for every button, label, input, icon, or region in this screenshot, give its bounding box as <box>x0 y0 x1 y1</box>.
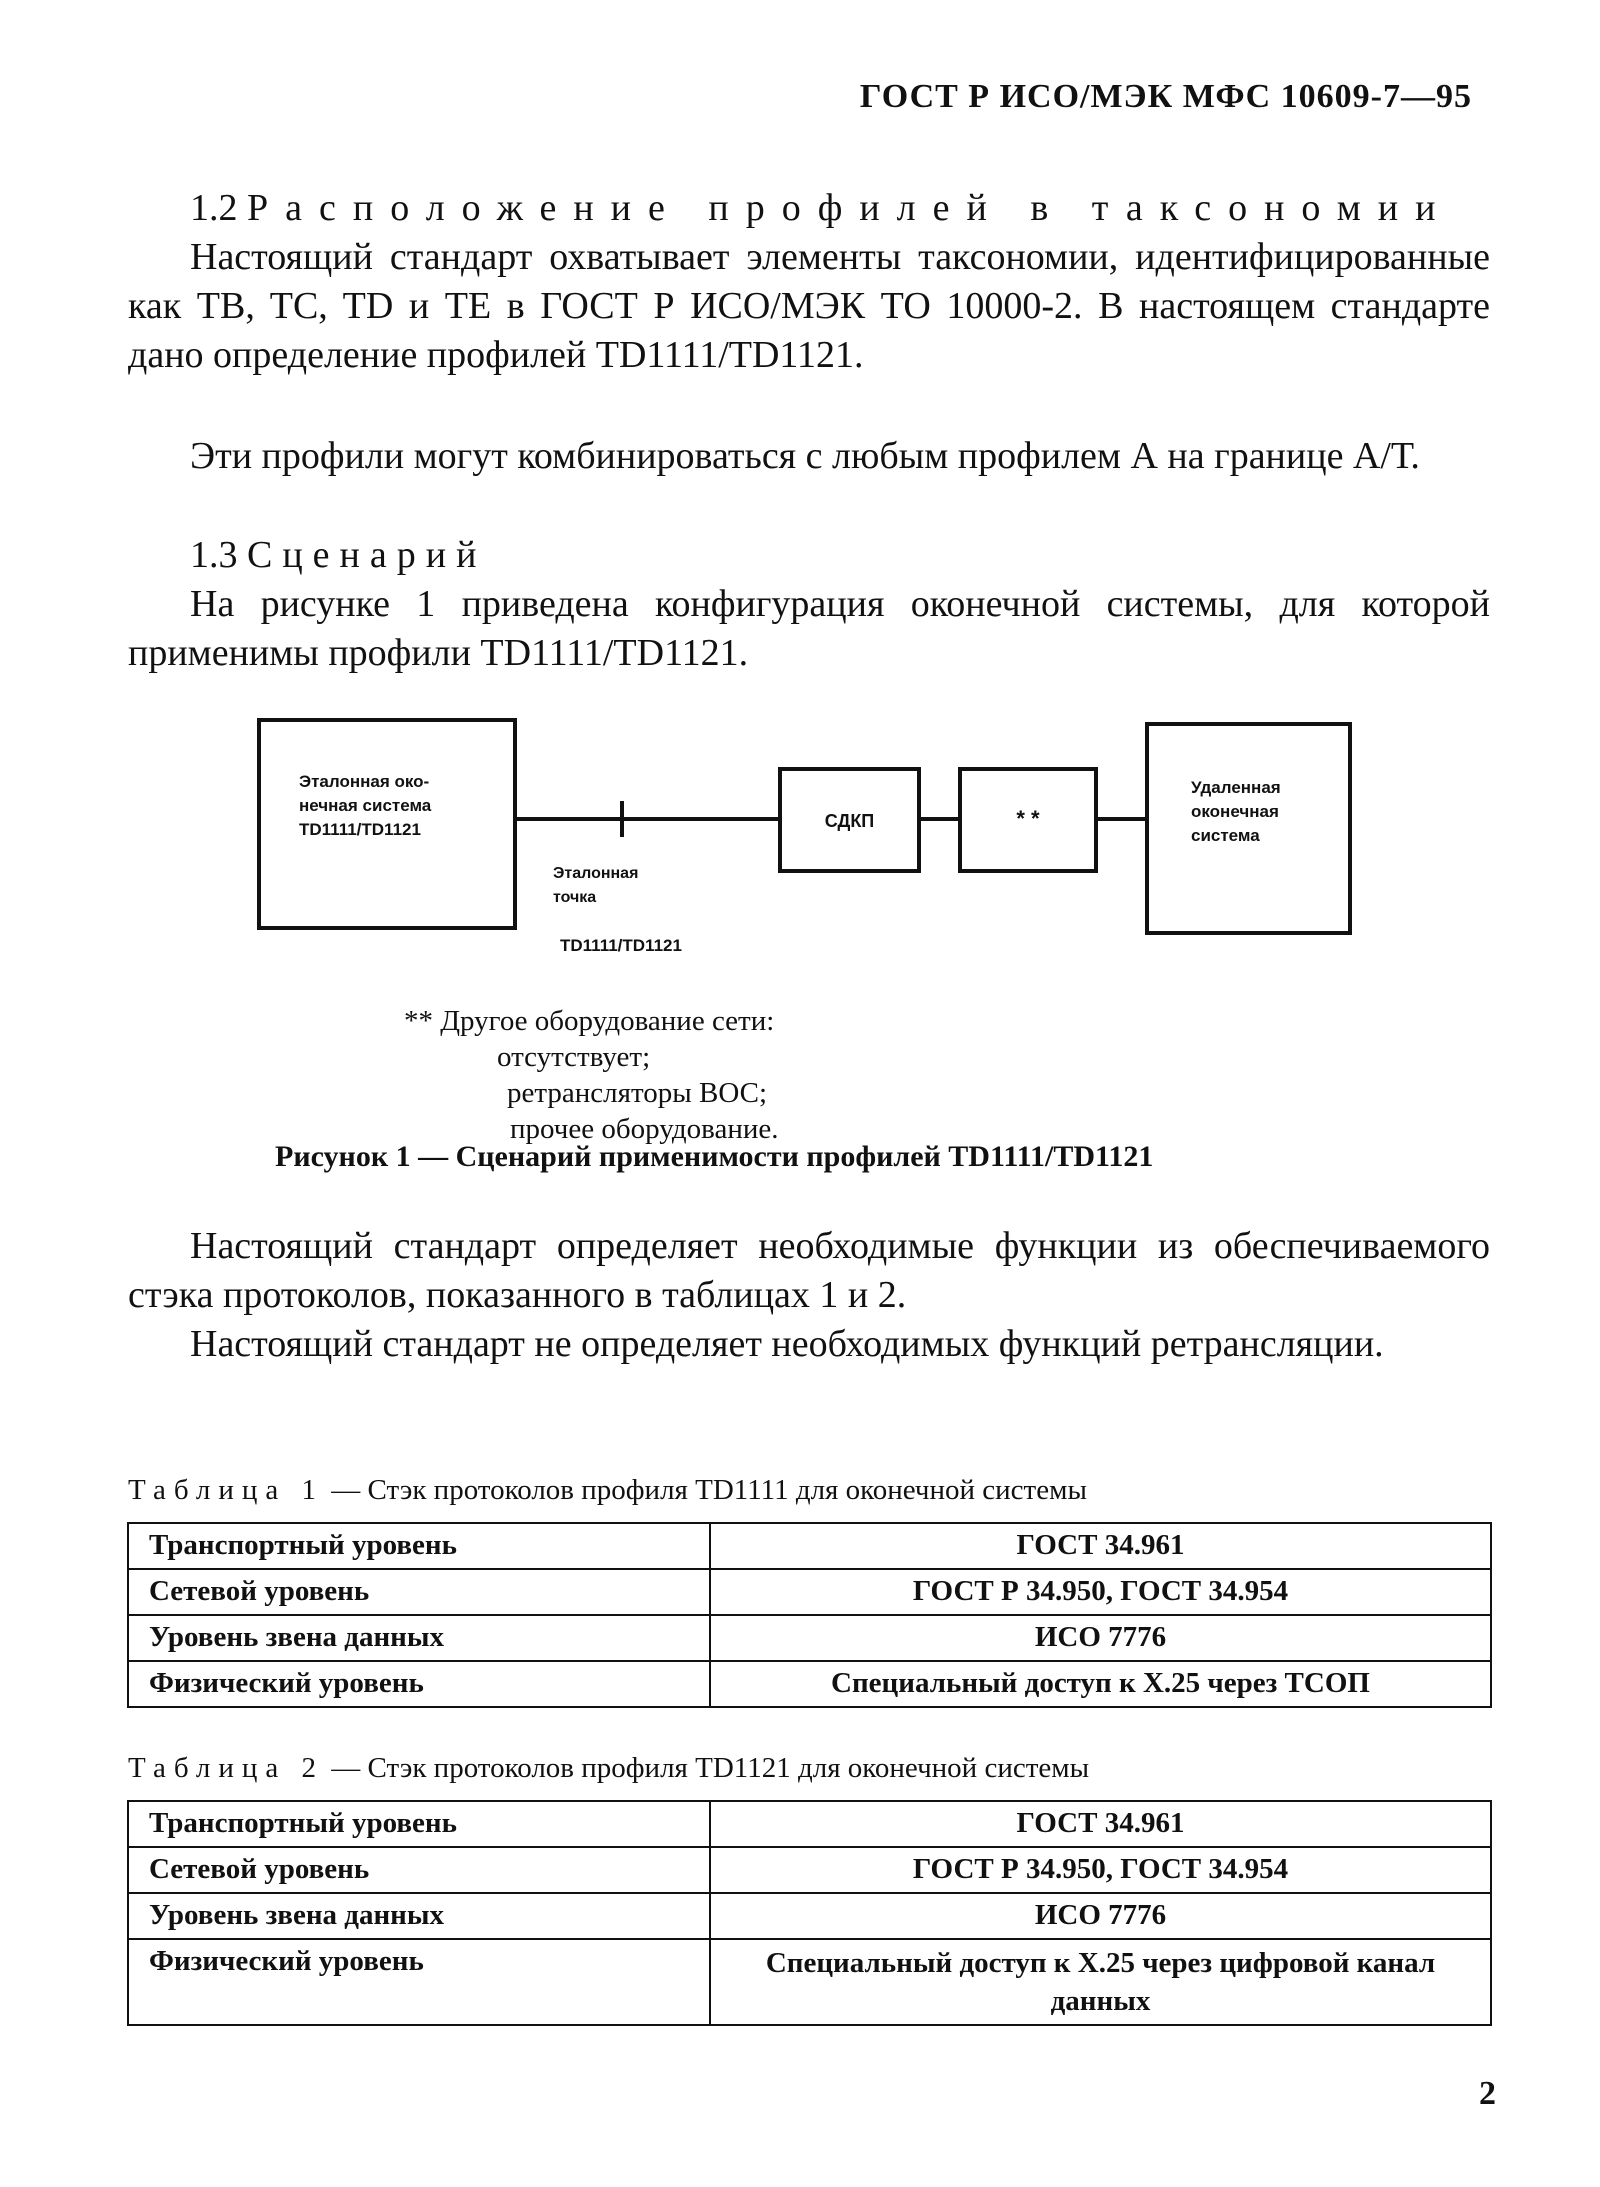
table-row <box>128 1939 1491 2025</box>
other-equipment-box <box>958 767 1098 873</box>
section-1-3-number: 1.3 <box>190 534 238 576</box>
document-header: ГОСТ Р ИСО/МЭК МФС 10609-7—95 <box>859 78 1472 115</box>
table-cell-layer: Уровень звена данных <box>128 1893 710 1939</box>
table-row <box>128 1847 1491 1893</box>
section-1-2-number: 1.2 <box>190 187 238 229</box>
reference-end-system-line3: TD1111/TD1121 <box>299 820 421 839</box>
table-2-caption-prefix: Таблица 2 <box>128 1752 325 1784</box>
reference-point-profile: TD1111/TD1121 <box>560 936 682 955</box>
reference-point-label <box>553 862 638 910</box>
table-cell-standard: ГОСТ Р 34.950, ГОСТ 34.954 <box>710 1569 1491 1615</box>
table-2-caption-text: — Стэк протоколов профиля TD1121 для оконечной системы <box>324 1752 1090 1784</box>
figure-note-item-2: ретрансляторы ВОС; <box>507 1077 768 1109</box>
section-1-3-body: На рисунке 1 приведена конфигурация оконечной системы, для которой применимы профили TD1111/TD1121. <box>128 583 1490 674</box>
table-2 <box>127 1800 1492 2026</box>
remote-end-system-line1: Удаленная <box>1191 778 1281 797</box>
table-1-caption <box>128 1474 1087 1507</box>
remote-end-system-label <box>1191 776 1281 848</box>
table-row <box>128 1569 1491 1615</box>
table-row <box>128 1801 1491 1847</box>
reference-end-system-box <box>257 718 517 930</box>
section-1-3-title: Сценарий <box>247 534 487 576</box>
reference-point-marker <box>620 801 624 837</box>
table-1-caption-prefix: Таблица 1 <box>128 1474 325 1506</box>
reference-point-line1: Эталонная <box>553 865 639 882</box>
table-cell-standard: ИСО 7776 <box>710 1893 1491 1939</box>
table-cell-standard: Специальный доступ к X.25 через ТСОП <box>710 1661 1491 1707</box>
section-1-2-body: Настоящий стандарт охватывает элементы таксономии, идентифицированные как TB, TC, TD и TE в ГОСТ Р ИСО/МЭК ТО 10000-2. В настоящем стандарте дано определение профилей TD1111/TD1121. <box>128 236 1490 376</box>
table-row <box>128 1523 1491 1569</box>
remote-end-system-line2: оконечная <box>1191 802 1279 821</box>
table-cell-layer: Сетевой уровень <box>128 1847 710 1893</box>
sdkp-box <box>778 767 921 873</box>
table-2-caption <box>128 1752 1089 1785</box>
figure-note-item-1: отсутствует; <box>497 1041 651 1073</box>
paragraph-functions: Настоящий стандарт определяет необходимые функции из обеспечиваемого стэка протоколов, показанного в таблицах 1 и 2. <box>128 1225 1490 1316</box>
table-cell-standard: Специальный доступ к X.25 через цифровой канал данных <box>710 1939 1491 2025</box>
connection-line-1 <box>517 817 778 821</box>
table-cell-layer: Физический уровень <box>128 1661 710 1707</box>
figure-note-item-3: прочее оборудование. <box>510 1113 779 1145</box>
figure-note-title: ** Другое оборудование сети: <box>404 1005 775 1037</box>
table-cell-layer: Транспортный уровень <box>128 1801 710 1847</box>
reference-end-system-line1: Эталонная око- <box>299 772 430 791</box>
connection-line-3 <box>1098 817 1145 821</box>
reference-end-system-label <box>299 770 431 842</box>
connection-line-2 <box>921 817 958 821</box>
table-1-caption-text: — Стэк протоколов профиля TD1111 для оконечной системы <box>324 1474 1087 1506</box>
paragraph-relay: Настоящий стандарт не определяет необходимых функций ретрансляции. <box>190 1323 1384 1365</box>
reference-end-system-line2: нечная система <box>299 796 432 815</box>
table-cell-layer: Физический уровень <box>128 1939 710 2025</box>
sdkp-label: СДКП <box>824 811 875 831</box>
table-row <box>128 1893 1491 1939</box>
table-cell-layer: Уровень звена данных <box>128 1615 710 1661</box>
table-cell-standard: ИСО 7776 <box>710 1615 1491 1661</box>
table-cell-layer: Сетевой уровень <box>128 1569 710 1615</box>
reference-point-line2: точка <box>553 889 597 906</box>
remote-end-system-line3: система <box>1191 826 1260 845</box>
other-equipment-label: * * <box>1016 806 1040 831</box>
section-1-2-title: Расположение профилей в таксономии <box>247 187 1453 229</box>
remote-end-system-box <box>1145 722 1352 935</box>
table-row <box>128 1661 1491 1707</box>
section-1-3-heading <box>128 531 1490 580</box>
table-cell-standard: ГОСТ Р 34.950, ГОСТ 34.954 <box>710 1847 1491 1893</box>
page-number: 2 <box>1479 2075 1496 2112</box>
figure-1-caption: Рисунок 1 — Сценарий применимости профилей TD1111/TD1121 <box>275 1140 1154 1173</box>
section-1-2-heading <box>128 184 1490 233</box>
table-cell-layer: Транспортный уровень <box>128 1523 710 1569</box>
table-row <box>128 1615 1491 1661</box>
table-cell-standard: ГОСТ 34.961 <box>710 1801 1491 1847</box>
section-1-2-body-2: Эти профили могут комбинироваться с любым профилем А на границе А/Т. <box>190 435 1420 477</box>
table-cell-standard: ГОСТ 34.961 <box>710 1523 1491 1569</box>
table-1 <box>127 1522 1492 1708</box>
